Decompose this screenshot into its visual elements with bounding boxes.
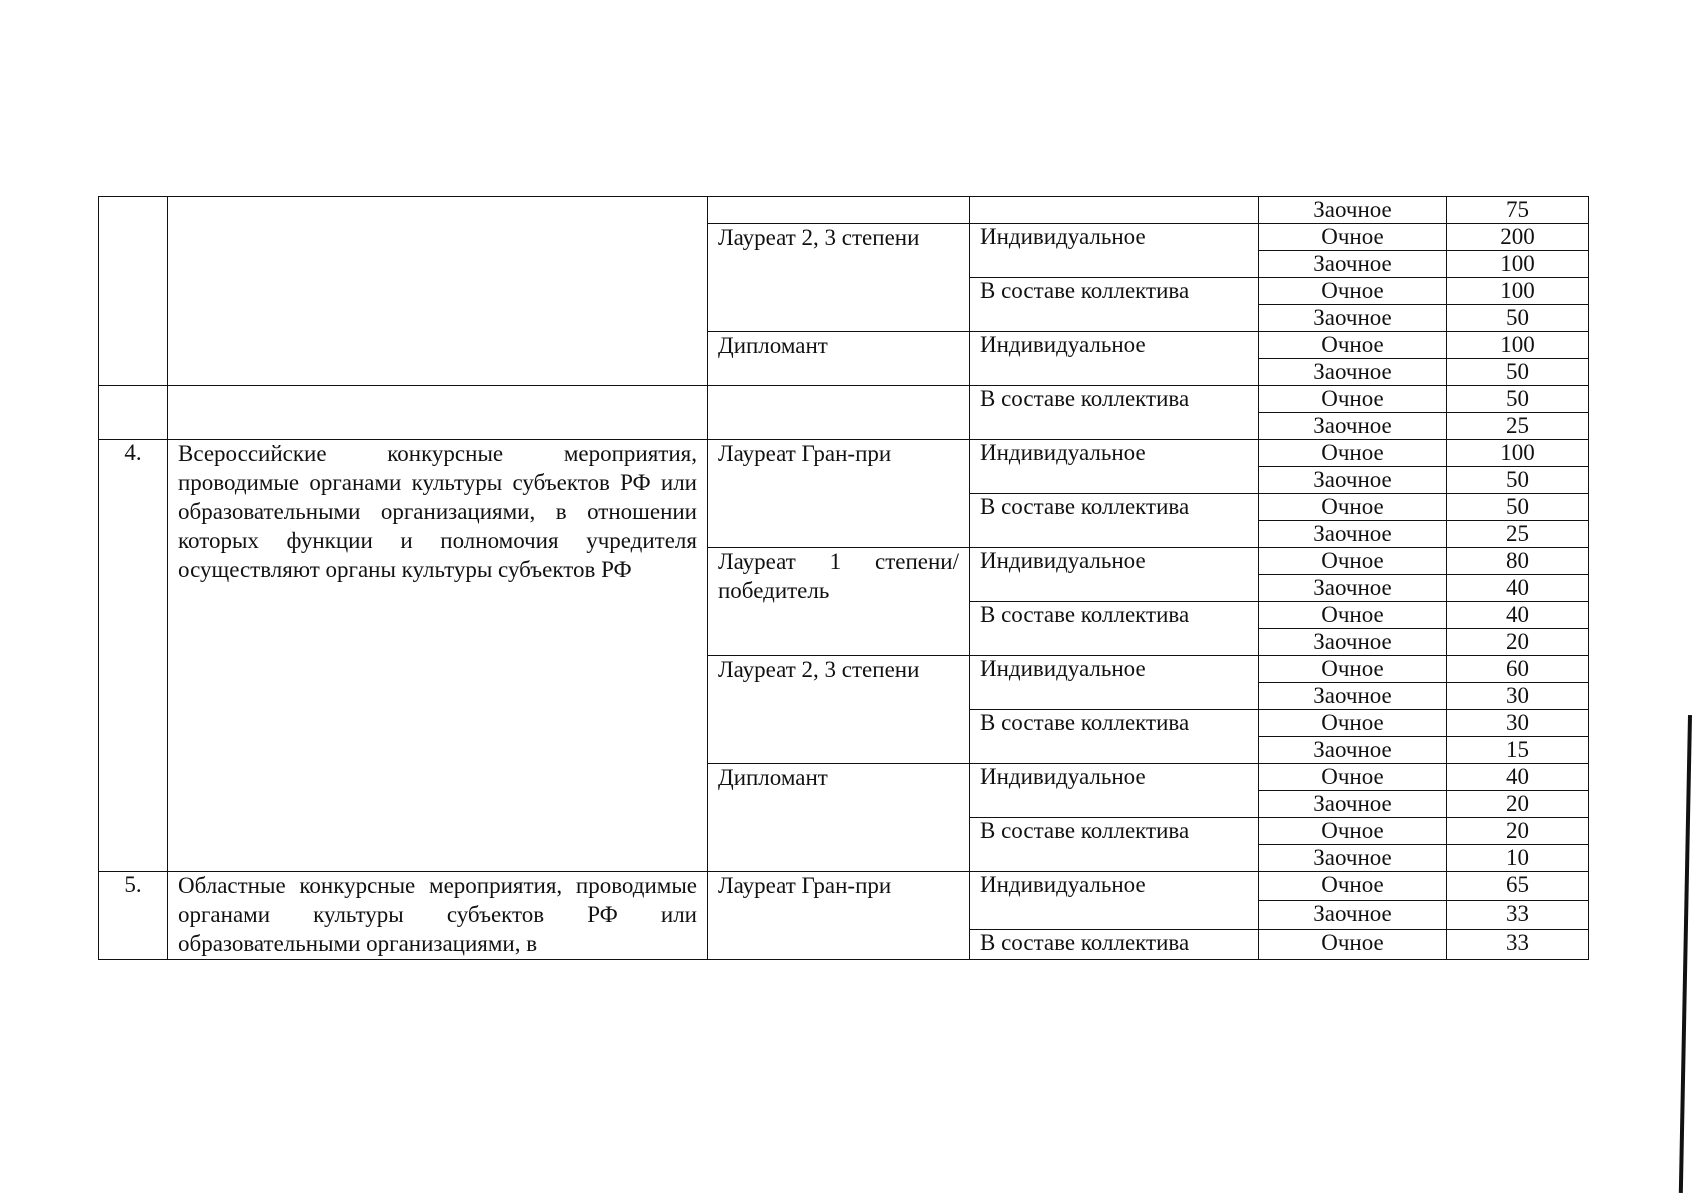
award-cell: Дипломант <box>708 764 970 872</box>
form-cell: Заочное <box>1259 845 1447 872</box>
participation-cell: В составе коллектива <box>970 494 1259 548</box>
points-cell: 80 <box>1447 548 1589 575</box>
form-cell: Очное <box>1259 710 1447 737</box>
award-cell <box>708 386 970 440</box>
award-cell <box>708 197 970 224</box>
points-cell: 50 <box>1447 386 1589 413</box>
table-row <box>99 872 1589 901</box>
form-cell: Заочное <box>1259 629 1447 656</box>
form-cell: Очное <box>1259 656 1447 683</box>
form-cell: Очное <box>1259 224 1447 251</box>
award-cell: Лауреат Гран-при <box>708 440 970 548</box>
event-description-cell: Областные конкурсные мероприятия, проводимые органами культуры субъектов РФ или образовательными организациями, в <box>168 872 708 960</box>
form-cell: Заочное <box>1259 575 1447 602</box>
award-cell: Лауреат 1 степени/ победитель <box>708 548 970 656</box>
points-cell: 20 <box>1447 629 1589 656</box>
participation-cell: Индивидуальное <box>970 764 1259 818</box>
form-cell: Заочное <box>1259 737 1447 764</box>
form-cell: Очное <box>1259 764 1447 791</box>
form-cell: Заочное <box>1259 413 1447 440</box>
row-number-cell: 4. <box>99 440 168 872</box>
points-cell: 50 <box>1447 494 1589 521</box>
points-cell: 10 <box>1447 845 1589 872</box>
points-cell: 20 <box>1447 818 1589 845</box>
points-cell: 25 <box>1447 521 1589 548</box>
points-cell: 60 <box>1447 656 1589 683</box>
form-cell: Очное <box>1259 818 1447 845</box>
points-cell: 200 <box>1447 224 1589 251</box>
points-cell: 100 <box>1447 251 1589 278</box>
row-number-cell <box>99 197 168 386</box>
participation-cell: Индивидуальное <box>970 656 1259 710</box>
participation-cell: В составе коллектива <box>970 930 1259 959</box>
event-description-cell <box>168 197 708 386</box>
points-cell: 100 <box>1447 278 1589 305</box>
points-cell: 65 <box>1447 872 1589 901</box>
participation-cell: Индивидуальное <box>970 224 1259 278</box>
form-cell: Очное <box>1259 332 1447 359</box>
participation-cell: Индивидуальное <box>970 332 1259 386</box>
participation-cell: В составе коллектива <box>970 710 1259 764</box>
form-cell: Заочное <box>1259 683 1447 710</box>
form-cell: Заочное <box>1259 251 1447 278</box>
event-description-cell <box>168 386 708 440</box>
scan-edge-line <box>1679 715 1692 1193</box>
award-cell: Дипломант <box>708 332 970 386</box>
row-number-cell <box>99 386 168 440</box>
form-cell: Очное <box>1259 386 1447 413</box>
points-table <box>98 196 1589 960</box>
points-cell: 40 <box>1447 575 1589 602</box>
points-cell: 30 <box>1447 710 1589 737</box>
award-cell: Лауреат 2, 3 степени <box>708 656 970 764</box>
form-cell: Заочное <box>1259 305 1447 332</box>
points-cell: 50 <box>1447 305 1589 332</box>
points-cell: 40 <box>1447 764 1589 791</box>
points-cell: 33 <box>1447 930 1589 959</box>
form-cell: Очное <box>1259 278 1447 305</box>
points-cell: 75 <box>1447 197 1589 224</box>
points-cell: 30 <box>1447 683 1589 710</box>
participation-cell: Индивидуальное <box>970 440 1259 494</box>
event-description-cell: Всероссийские конкурсные мероприятия, проводимые органами культуры субъектов РФ или образовательными организациями, в отношении которых функции и полномочия учредителя осуществляют органы культуры субъектов РФ <box>168 440 708 872</box>
form-cell: Очное <box>1259 440 1447 467</box>
form-cell: Заочное <box>1259 901 1447 930</box>
table-row <box>99 440 1589 467</box>
form-cell: Очное <box>1259 872 1447 901</box>
points-cell: 20 <box>1447 791 1589 818</box>
participation-cell: В составе коллектива <box>970 602 1259 656</box>
row-number-cell: 5. <box>99 872 168 960</box>
participation-cell: Индивидуальное <box>970 872 1259 930</box>
points-cell: 50 <box>1447 467 1589 494</box>
form-cell: Очное <box>1259 548 1447 575</box>
award-cell: Лауреат 2, 3 степени <box>708 224 970 332</box>
points-cell: 33 <box>1447 901 1589 930</box>
form-cell: Заочное <box>1259 521 1447 548</box>
form-cell: Заочное <box>1259 359 1447 386</box>
participation-cell <box>970 197 1259 224</box>
points-cell: 25 <box>1447 413 1589 440</box>
participation-cell: В составе коллектива <box>970 278 1259 332</box>
points-cell: 15 <box>1447 737 1589 764</box>
participation-cell: В составе коллектива <box>970 386 1259 440</box>
points-cell: 40 <box>1447 602 1589 629</box>
points-cell: 100 <box>1447 332 1589 359</box>
form-cell: Заочное <box>1259 467 1447 494</box>
table-row <box>99 386 1589 413</box>
form-cell: Очное <box>1259 602 1447 629</box>
table-row <box>99 197 1589 224</box>
participation-cell: В составе коллектива <box>970 818 1259 872</box>
form-cell: Заочное <box>1259 791 1447 818</box>
points-cell: 100 <box>1447 440 1589 467</box>
form-cell: Очное <box>1259 930 1447 959</box>
participation-cell: Индивидуальное <box>970 548 1259 602</box>
form-cell: Заочное <box>1259 197 1447 224</box>
award-cell: Лауреат Гран-при <box>708 872 970 960</box>
points-cell: 50 <box>1447 359 1589 386</box>
form-cell: Очное <box>1259 494 1447 521</box>
